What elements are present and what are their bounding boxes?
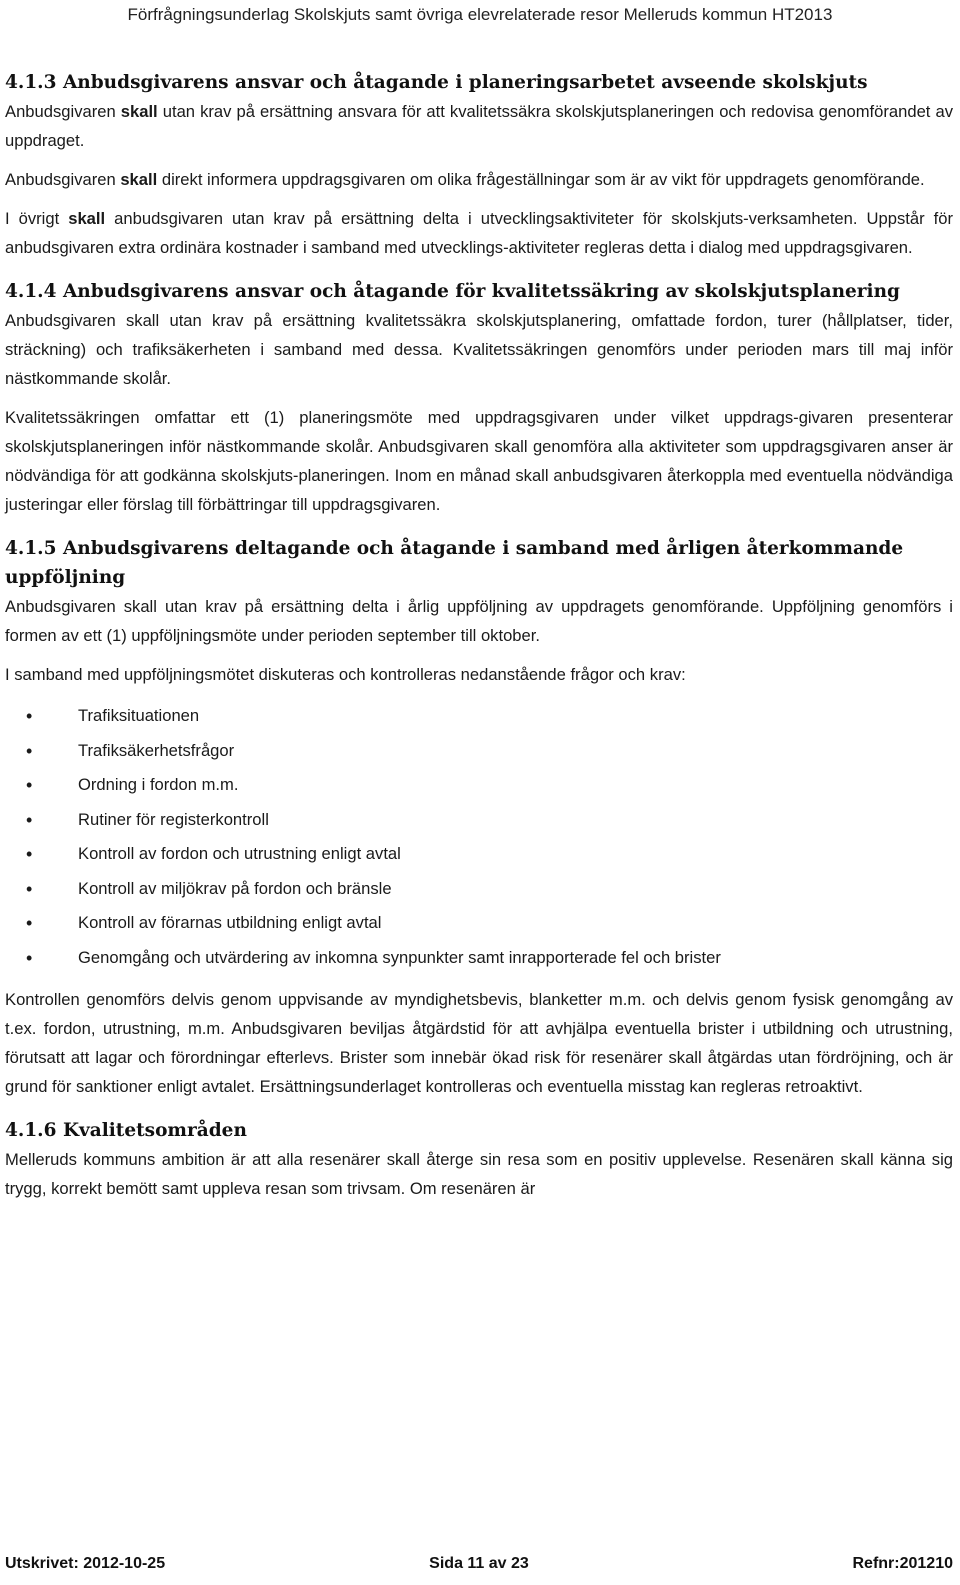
document-body — [5, 68, 953, 1203]
list-item: • Trafiksituationen — [5, 699, 953, 734]
list-item: • Rutiner för registerkontroll — [5, 803, 953, 838]
list-item: • Trafiksäkerhetsfrågor — [5, 734, 953, 769]
reference-number: Refnr:201210 — [852, 1555, 953, 1572]
page-header — [0, 0, 960, 30]
section-heading-4-1-6: 4.1.6 Kvalitetsområden — [5, 1120, 247, 1141]
paragraph: I samband med uppföljningsmötet diskuteras och kontrolleras nedanstående frågor och krav: — [5, 665, 686, 684]
paragraph: Anbudsgivaren skall direkt informera uppdragsgivaren om olika frågeställningar som är av vikt för uppdragets genomförande. — [5, 170, 925, 189]
section-4-1-4 — [5, 277, 953, 519]
section-4-1-5 — [5, 534, 953, 1101]
page-footer — [5, 1549, 953, 1579]
paragraph: Anbudsgivaren skall utan krav på ersättning delta i årlig uppföljning av uppdragets genomförande. Uppföljning genomförs i formen av ett (1) uppföljningsmöte under perioden september till oktober. — [5, 597, 953, 645]
list-item: • Genomgång och utvärdering av inkomna synpunkter samt inrapporterade fel och brister — [5, 941, 953, 976]
list-item: • Kontroll av fordon och utrustning enligt avtal — [5, 837, 953, 872]
section-heading-4-1-5: 4.1.5 Anbudsgivarens deltagande och åtagande i samband med årligen återkommande uppföljning — [5, 538, 904, 588]
section-heading-4-1-4: 4.1.4 Anbudsgivarens ansvar och åtagande för kvalitetssäkring av skolskjutsplanering — [5, 281, 900, 302]
list-item: • Kontroll av förarnas utbildning enligt avtal — [5, 906, 953, 941]
paragraph: I övrigt skall anbudsgivaren utan krav på ersättning delta i utvecklingsaktiviteter för skolskjuts-verksamheten. Uppstår för anbudsgivaren extra ordinära kostnader i samband med utvecklings-aktiviteter regleras detta i dialog med uppdragsgivaren. — [5, 209, 953, 257]
paragraph: Kontrollen genomförs delvis genom uppvisande av myndighetsbevis, blanketter m.m. och delvis genom fysisk genomgång av t.ex. fordon, utrustning, m.m. Anbudsgivaren beviljas åtgärdstid för att avhjälpa eventuella brister i utbildning och utrustning, förutsatt att lagar och förordningar efterlevs. Brister som innebär ökad risk för resenärer skall åtgärdas utan fördröjning, och är grund för sanktioner enligt avtalet. Ersättningsunderlaget kontrolleras och eventuella misstag kan regleras retroaktivt. — [5, 990, 953, 1096]
requirement-list — [5, 699, 953, 975]
paragraph: Anbudsgivaren skall utan krav på ersättning ansvara för att kvalitetssäkra skolskjutsplaneringen och redovisa genomförandet av uppdraget. — [5, 102, 953, 150]
section-4-1-6 — [5, 1116, 953, 1203]
list-item: • Ordning i fordon m.m. — [5, 768, 953, 803]
section-heading-4-1-3: 4.1.3 Anbudsgivarens ansvar och åtagande i planeringsarbetet avseende skolskjuts — [5, 72, 868, 93]
section-4-1-3 — [5, 68, 953, 262]
document-title: Förfrågningsunderlag Skolskjuts samt övriga elevrelaterade resor Melleruds kommun HT2013 — [127, 5, 833, 24]
paragraph: Anbudsgivaren skall utan krav på ersättning kvalitetssäkra skolskjutsplanering, omfattade fordon, turer (hållplatser, tider, sträckning) och trafiksäkerheten i samband med dessa. Kvalitetssäkringen genomförs under perioden mars till maj inför nästkommande skolår. — [5, 311, 953, 388]
paragraph: Melleruds kommuns ambition är att alla resenärer skall återge sin resa som en positiv upplevelse. Resenären skall känna sig trygg, korrekt bemött samt uppleva resan som trivsam. Om resenären är — [5, 1150, 953, 1198]
paragraph: Kvalitetssäkringen omfattar ett (1) planeringsmöte med uppdragsgivaren under vilket uppdrags-givaren presenterar skolskjutsplaneringen inför nästkommande skolår. Anbudsgivaren skall genomföra alla aktiviteter som uppdragsgivaren anser är nödvändiga för att godkänna skolskjuts-planeringen. Inom en månad skall anbudsgivaren återkoppla med eventuella nödvändiga justeringar eller förslag till förbättringar till uppdragsgivaren. — [5, 408, 953, 514]
print-date: Utskrivet: 2012-10-25 — [5, 1555, 166, 1572]
list-item: • Kontroll av miljökrav på fordon och bränsle — [5, 872, 953, 907]
page-number: Sida 11 av 23 — [429, 1555, 529, 1572]
